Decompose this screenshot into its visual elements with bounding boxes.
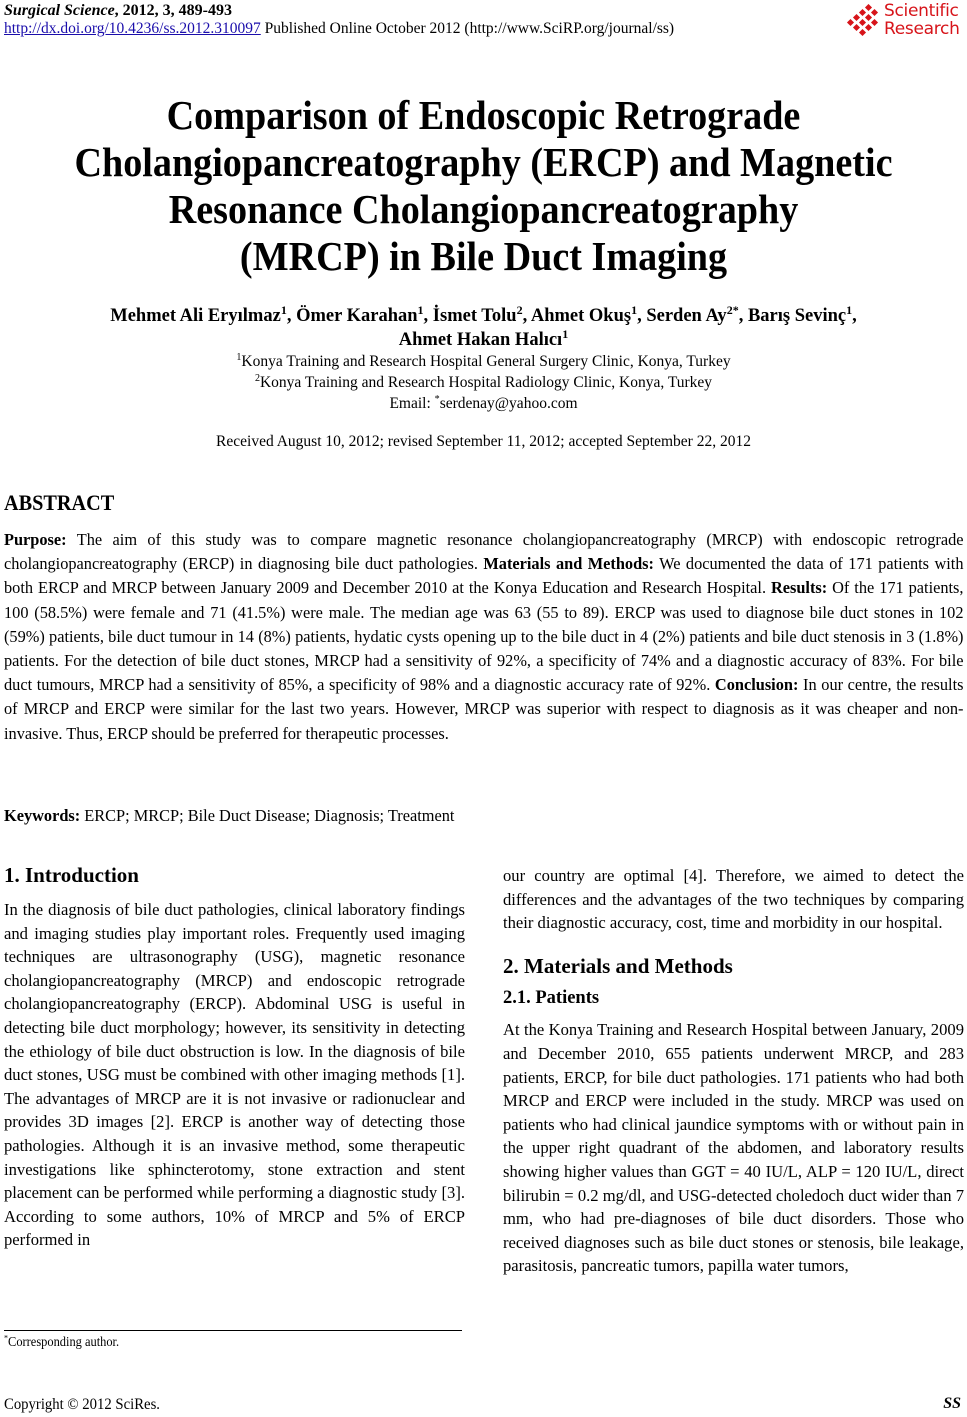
journal-name: Surgical Science <box>4 2 115 19</box>
footnote: *Corresponding author. <box>4 1332 120 1349</box>
author: İsmet Tolu$^2$ <box>432 302 523 326</box>
intro-paragraph: In the diagnosis of bile duct pathologies, clinical laboratory findings and imaging studies play important roles. Frequently used imaging techniques are ultrasonography (USG), magnetic resonance cholangiopancreatography (MRCP) and endoscopic retrograde cholangiopancreatography (ERCP). Abdominal USG is useful in detecting bile duct morphology; however, its sensitivity in detecting the ethiology of bile duct obstruction is low. In the diagnosis of bile duct stones, USG must be combined with other imaging methods [1]. The advantages of MRCP are it is not invasive or radionuclear and provides 3D images [2]. ERCP is another way of detecting those pathologies. Although it is an invasive method, some therapeutic investigations like sphincterotomy, stone extraction and stent placement can be performed while performing a diagnostic study [3]. According to some authors, 10% of MRCP and 5% of ERCP performed in <box>4 900 465 1250</box>
author: Ahmet Okuş$^1$ <box>530 302 638 326</box>
author: Ahmet Hakan Halıcı$^1$ <box>398 326 569 350</box>
keywords: Keywords: ERCP; MRCP; Bile Duct Disease; Diagnosis; Treatment <box>4 806 455 825</box>
abstract-body: Purpose: The aim of this study was to compare magnetic resonance cholangiopancreatography (MRCP) with endoscopic retrograde cholangiopancreatography (ERCP) in diagnosing bile duct pathologies. Materials and Methods: We documented the data of 171 patients with both ERCP and MRCP between January 2009 and December 2010 at the Konya Education and Research Hospital. Results: Of the 171 patients, 100 (58.5%) were female and 71 (41.5%) were male. The median age was 63 (55 to 89). ERCP was used to diagnose bile duct stones in 102 (59%) patients, bile duct tumour in 14 (8%) patients, hydatic cysts opening up to the bile duct in 4 (2%) patients and bile duct stenosis in 3 (1.8%) patients. For the detection of bile duct stones, MRCP had a sensitivity of 92%, a specificity of 74% and a diagnostic accuracy of 83%. For bile duct tumours, MRCP had a sensitivity of 85%, a specificity of 98% and a diagnostic accuracy rate of 92%. Conclusion: In our centre, the results of MRCP and ERCP were similar for the last two years. However, MRCP was superior with respect to diagnosis as it was cheaper and non-invasive. Thus, ERCP should be preferred for therapeutic processes. <box>4 530 964 743</box>
journal-abbreviation: SS <box>943 1395 961 1412</box>
subsection-heading-patients: 2.1. Patients <box>503 987 600 1008</box>
copyright: Copyright © 2012 SciRes. <box>4 1396 160 1413</box>
paper-title: Comparison of Endoscopic Retrograde Cholangiopancreatography (ERCP) and Magnetic Resonance Cholangiopancreatography (MRCP) in Bile Duct Imaging <box>74 92 893 279</box>
author: Barış Sevinç$^1$ <box>747 302 853 326</box>
patients-paragraph: At the Konya Training and Research Hospital between January, 2009 and December 2010, 655 patients underwent MRCP, and 283 patients, ERCP, for bile duct pathologies. 171 patients who had both MRCP and ERCP were included in the study. MRCP was used on patients who had clinical jaundice symptoms with or without pain in the upper right quadrant of the abdomen, and laboratory results showing higher values than GGT = 40 IU/L, ALP = 120 IU/L, direct bilirubin = 0.2 mg/dl, and USG-detected choledoch duct wider than 7 mm, who had pre-diagnoses of bile duct disorders. Those who received diagnoses such as bile duct stones or stenosis, bile leakage, parasitosis, pancreatic tumors, papilla water tumors, <box>503 1020 964 1276</box>
affiliation-2: $^2$Konya Training and Research Hospital Radiology Clinic, Konya, Turkey <box>254 372 713 391</box>
intro-continuation: our country are optimal [4]. Therefore, we aimed to detect the differences and the advantages of the two techniques by comparing their diagnostic accuracy, cost, time and morbidity in our hospital. <box>503 866 964 933</box>
author: Serden $Ay^{2*}$ <box>646 302 739 326</box>
published-online: Published Online October 2012 (http://www.SciRP.org/journal/ss) <box>260 20 675 37</box>
logo-text: Scientific Research <box>884 1 960 39</box>
affiliation-1: $^1$Konya Training and Research Hospital General Surgery Clinic, Konya, Turkey <box>236 351 731 370</box>
author-list: Mehmet Ali Eryılmaz$^1$, Ömer Karahan$^1$, İsmet Tolu$^2$, Ahmet Okuş$^1$, Serden $Ay^{2*}$, Barış Sevinç$^1$, Ahmet Hakan Halıcı$^1$ <box>110 302 857 350</box>
contact-email: Email: *serdenay@yahoo.com <box>389 393 578 412</box>
doi-line <box>4 20 674 38</box>
journal-volume-pages: , 2012, 3, 489-493 <box>114 2 232 19</box>
journal-citation <box>4 2 232 20</box>
footnote-divider <box>4 1330 462 1331</box>
email-address[interactable]: serdenay@yahoo.com <box>439 395 578 412</box>
right-column <box>503 864 964 1278</box>
abstract-heading: ABSTRACT <box>4 490 115 515</box>
scirp-diamond-logo-icon <box>846 4 882 40</box>
doi-link[interactable]: http://dx.doi.org/10.4236/ss.2012.310097 <box>4 20 261 37</box>
scientific-research-logo <box>846 2 967 42</box>
section-heading-methods: 2. Materials and Methods <box>503 953 733 978</box>
left-column <box>4 862 465 1252</box>
section-heading-introduction: 1. Introduction <box>4 863 139 887</box>
author: Ömer Karahan$^1$ <box>296 302 424 326</box>
received-dates: Received August 10, 2012; revised September 11, 2012; accepted September 22, 2012 <box>216 433 751 450</box>
author: Mehmet Ali Eryılmaz$^1$ <box>110 302 287 326</box>
